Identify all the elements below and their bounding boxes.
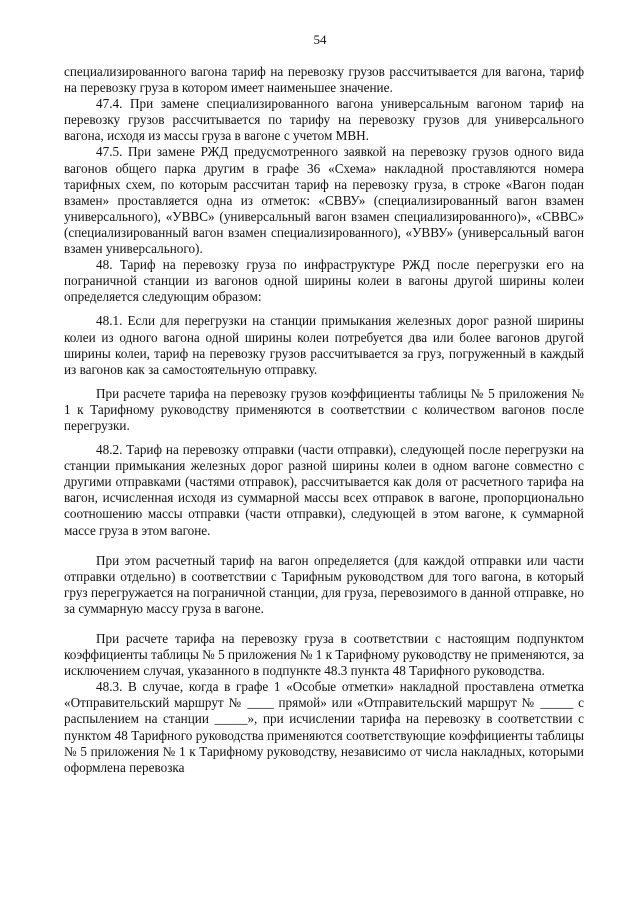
paragraph-47-4: 47.4. При замене специализированного вагона универсальным вагоном тариф на перевозку грузов рассчитывается по тарифу на перевозку грузов для универсального вагона, исходя из массы груза в вагоне с учетом МВН. <box>64 96 584 144</box>
paragraph-47-5: 47.5. При замене РЖД предусмотренного заявкой на перевозку грузов одного вида вагонов общего парка другим в графе 36 «Схема» накладной проставляются номера тарифных схем, по которым рассчитан тариф на перевозку груза, в строке «Вагон подан взамен» проставляется одна из отметок: «СВВУ» (специализированный вагон взамен универсального), «УВВС» (универсальный вагон взамен специализированного)», «СВВС» (специализированный вагон взамен специализированного), «УВВУ» (универсальный вагон взамен универсального). <box>64 144 584 257</box>
paragraph-48-3: 48.3. В случае, когда в графе 1 «Особые отметки» накладной проставлена отметка «Отправительский маршрут № ____ прямой» или «Отправительский маршрут № _____ с распылением на станции _____», при исчислении тарифа на перевозку в соответствии с пунктом 48 Тарифного руководства применяются соответствующие коэффициенты таблицы № 5 приложения № 1 к Тарифному руководству, независимо от числа накладных, которыми оформлена перевозка <box>64 679 584 775</box>
paragraph-48-2-coefficients: При расчете тарифа на перевозку груза в соответствии с настоящим подпунктом коэффициенты таблицы № 5 приложения № 1 к Тарифному руководству не применяются, за исключением случая, указанного в подпункте 48.3 пункта 48 Тарифного руководства. <box>64 631 584 679</box>
paragraph-48-1: 48.1. Если для перегрузки на станции примыкания железных дорог разной ширины колеи из одного вагона одной ширины колеи потребуется два или более вагонов другой ширины колеи, тариф на перевозку грузов рассчитывается за груз, погруженный в каждый из вагонов как за самостоятельную отправку. <box>64 313 584 377</box>
paragraph-48-2: 48.2. Тариф на перевозку отправки (части отправки), следующей после перегрузки на станции примыкания железных дорог разной ширины колеи в одном вагоне совместно с другими отправками (частями отправок), рассчитывается как доля от расчетного тарифа на вагон, исчисленная исходя из суммарной массы всех отправок в вагоне, пропорционально соотношению массы отправки (части отправки), следующей в этом вагоне, к суммарной массе груза в этом вагоне. <box>64 442 584 538</box>
paragraph-48-1-coefficients: При расчете тарифа на перевозку грузов коэффициенты таблицы № 5 приложения № 1 к Тарифному руководству применяются в соответствии с количеством вагонов после перегрузки. <box>64 385 584 433</box>
page-number: 54 <box>313 32 327 47</box>
document-body <box>64 64 584 776</box>
paragraph-48: 48. Тариф на перевозку груза по инфраструктуре РЖД после перегрузки его на пограничной станции из вагонов одной ширины колеи в вагоны другой ширины колеи определяется следующим образом: <box>64 257 584 305</box>
paragraph-continuation: специализированного вагона тариф на перевозку грузов рассчитывается для вагона, тариф на перевозку груза в котором имеет наименьшее значение. <box>64 64 584 96</box>
paragraph-48-2-calculation: При этом расчетный тариф на вагон определяется (для каждой отправки или части отправки отдельно) в соответствии с Тарифным руководством для того вагона, в который груз перегружается на пограничной станции, для груза, перевозимого в данной отправке, но за суммарную массу груза в вагоне. <box>64 552 584 616</box>
